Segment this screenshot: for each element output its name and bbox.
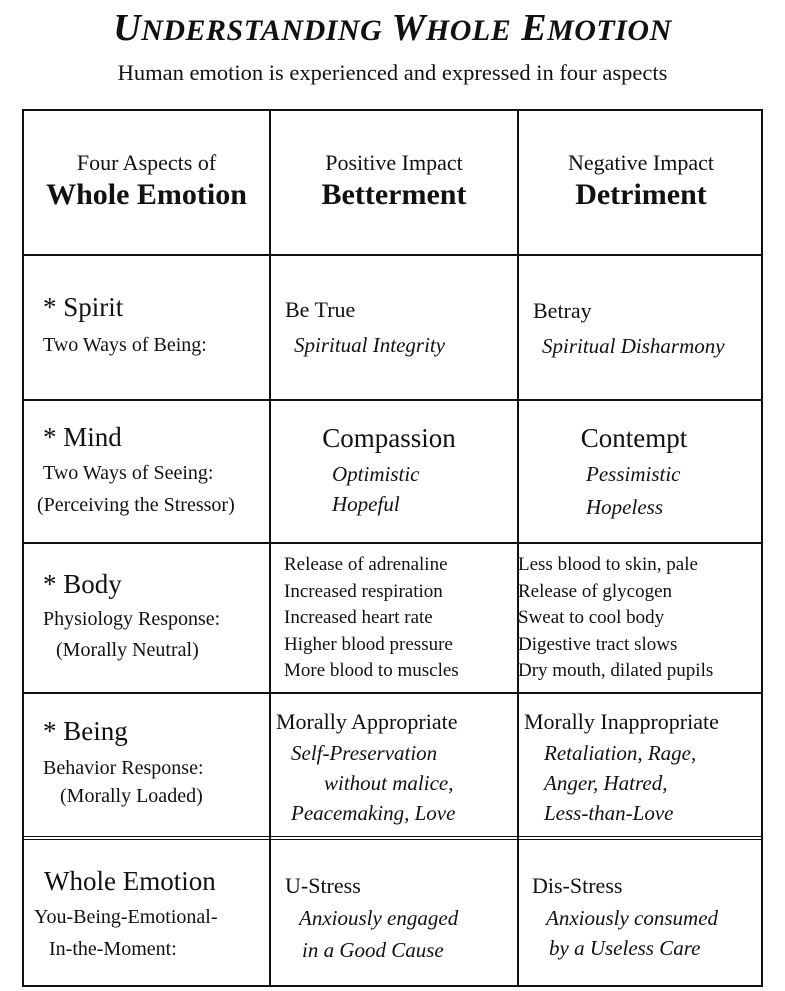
mind-positive-sub1: Optimistic (332, 462, 420, 486)
list-item: Less blood to skin, pale (518, 554, 698, 575)
body-name: * Body (43, 569, 122, 599)
list-item: Release of adrenaline (284, 554, 448, 575)
being-positive-line1: Self-Preservation (291, 741, 438, 765)
emotion-table (22, 109, 763, 987)
row-divider (24, 254, 761, 256)
being-negative-main: Morally Inappropriate (524, 709, 719, 734)
header-col2-line2: Betterment (321, 178, 467, 211)
spirit-label: Two Ways of Being: (43, 334, 207, 356)
mind-positive-sub2: Hopeful (332, 492, 400, 516)
being-positive-line2: without malice, (324, 771, 454, 795)
whole-label1: You-Being-Emotional- (34, 906, 218, 928)
being-note: (Morally Loaded) (60, 785, 203, 807)
column-divider (269, 111, 271, 985)
being-negative-line2: Anger, Hatred, (544, 771, 668, 795)
whole-negative-sub1: Anxiously consumed (546, 906, 719, 930)
whole-positive-sub1: Anxiously engaged (299, 906, 459, 930)
header-col1-line2: Whole Emotion (46, 178, 247, 211)
spirit-positive-main: Be True (285, 297, 356, 322)
list-item: Increased respiration (284, 580, 443, 602)
mind-note: (Perceiving the Stressor) (37, 494, 235, 516)
being-name: * Being (43, 716, 128, 746)
whole-positive-main: U-Stress (285, 873, 361, 898)
being-positive-main: Morally Appropriate (276, 709, 458, 734)
row-divider (24, 399, 761, 401)
body-note: (Morally Neutral) (56, 639, 199, 661)
row-divider (24, 692, 761, 694)
spirit-negative-main: Betray (533, 298, 592, 323)
list-item: More blood to muscles (284, 660, 459, 681)
list-item: Release of glycogen (518, 580, 673, 602)
mind-negative-sub1: Pessimistic (586, 462, 681, 486)
mind-positive-main: Compassion (322, 423, 456, 453)
spirit-negative-sub: Spiritual Disharmony (542, 334, 725, 358)
whole-positive-sub2: in a Good Cause (302, 938, 444, 962)
mind-negative-sub2: Hopeless (586, 495, 663, 519)
header-col3-line1: Negative Impact (568, 150, 714, 175)
whole-name: Whole Emotion (44, 866, 216, 896)
list-item: Higher blood pressure (284, 633, 453, 655)
whole-label2: In-the-Moment: (49, 938, 177, 960)
row-divider-double (24, 836, 761, 840)
header-col3-line2: Detriment (575, 178, 707, 211)
whole-negative-main: Dis-Stress (532, 873, 623, 898)
list-item: Digestive tract slows (518, 633, 678, 655)
page-subtitle: Human emotion is experienced and expressed in four aspects (117, 60, 668, 85)
spirit-positive-sub: Spiritual Integrity (294, 333, 446, 357)
body-negative-list (518, 552, 713, 685)
being-label: Behavior Response: (43, 757, 204, 779)
mind-label: Two Ways of Seeing: (43, 462, 214, 484)
being-negative-line3: Less-than-Love (544, 801, 674, 825)
list-item: Increased heart rate (284, 607, 433, 628)
mind-negative-main: Contempt (580, 423, 688, 453)
mind-name: * Mind (43, 422, 122, 452)
row-divider (24, 542, 761, 544)
body-positive-list (284, 552, 459, 685)
being-positive-line3: Peacemaking, Love (291, 801, 456, 825)
being-negative-line1: Retaliation, Rage, (544, 741, 697, 765)
body-label: Physiology Response: (43, 608, 221, 630)
spirit-name: * Spirit (43, 292, 124, 322)
page-title: UNDERSTANDING WHOLE EMOTION (113, 7, 672, 49)
column-divider (517, 111, 519, 985)
header-col1-line1: Four Aspects of (76, 150, 217, 175)
list-item: Dry mouth, dilated pupils (518, 660, 714, 681)
whole-negative-sub2: by a Useless Care (549, 936, 701, 960)
header-col2-line1: Positive Impact (325, 150, 463, 175)
list-item: Sweat to cool body (518, 607, 665, 628)
